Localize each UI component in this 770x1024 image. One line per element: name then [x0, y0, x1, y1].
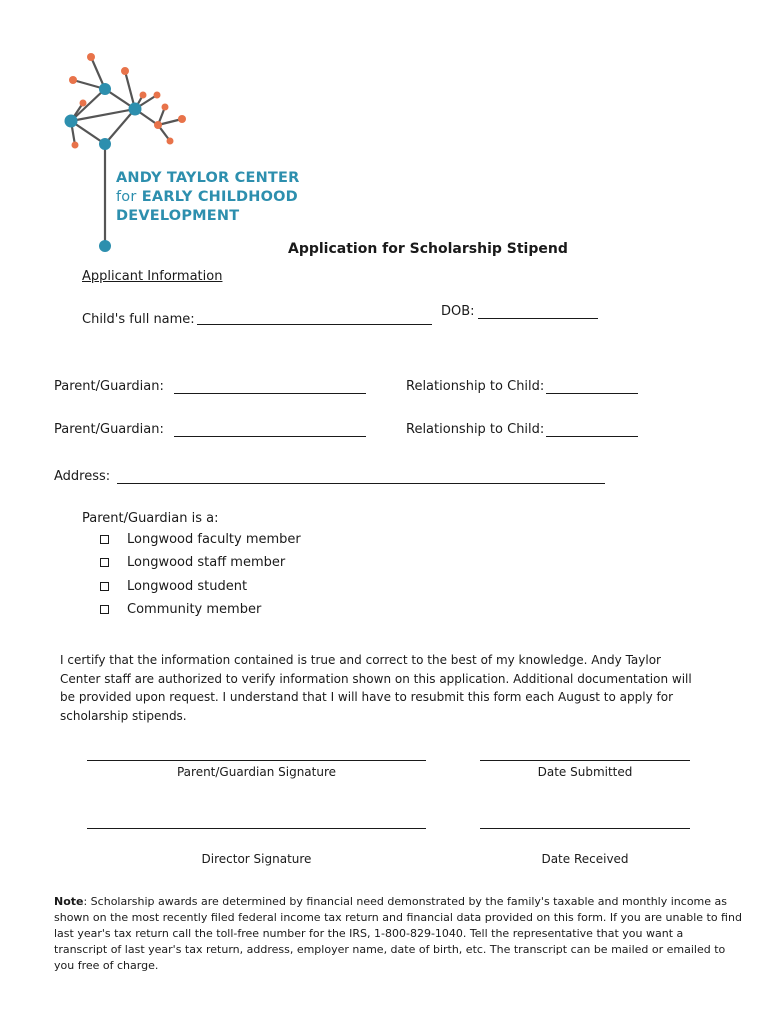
director-signature-label: Director Signature — [201, 852, 312, 866]
dob-label: DOB: — [441, 304, 475, 319]
date-submitted-line[interactable] — [480, 760, 690, 761]
option-community-label: Community member — [127, 602, 262, 617]
certification-line: I certify that the information contained is true and correct to the best of my knowledge. Andy Taylor — [60, 653, 661, 667]
director-signature-line[interactable] — [87, 828, 426, 829]
certification-line: be provided upon request. I understand that I will have to resubmit this form each August to apply for — [60, 690, 674, 704]
note-line: shown on the most recently filed federal income tax return and financial data provided on this form. If you are unable to find — [54, 911, 742, 924]
option-student-label: Longwood student — [127, 579, 248, 594]
checkbox-faculty[interactable] — [100, 535, 109, 544]
address-label: Address: — [54, 469, 111, 484]
parent-signature-label: Parent/Guardian Signature — [176, 765, 337, 779]
date-received-line[interactable] — [480, 828, 690, 829]
section-heading: Applicant Information — [82, 269, 223, 284]
parent-type-label: Parent/Guardian is a: — [82, 511, 219, 526]
checkbox-staff[interactable] — [100, 558, 109, 567]
logo-text — [116, 169, 300, 226]
date-received-label: Date Received — [541, 852, 629, 866]
logo-line-3: DEVELOPMENT — [116, 208, 240, 224]
note-line: you free of charge. — [54, 959, 159, 972]
note-text — [54, 894, 742, 974]
certification-line: scholarship stipends. — [60, 708, 187, 723]
form-title: Application for Scholarship Stipend — [288, 241, 568, 257]
logo-line-1: ANDY TAYLOR CENTER — [116, 170, 300, 186]
option-faculty-label: Longwood faculty member — [127, 532, 301, 547]
parent1-label: Parent/Guardian: — [54, 379, 164, 394]
note-label: Note — [54, 895, 84, 908]
note-line-text: : Scholarship awards are determined by financial need demonstrated by the family's taxable and monthly income as — [83, 895, 728, 908]
note-line — [54, 894, 728, 910]
option-staff-label: Longwood staff member — [127, 555, 286, 570]
note-line: last year's tax return call the toll-free number for the IRS, 1-800-829-1040. Tell the representative that you want a — [54, 927, 684, 940]
parent1-field[interactable] — [174, 393, 366, 394]
address-field[interactable] — [117, 483, 605, 484]
logo-for: for — [116, 189, 137, 205]
parent-signature-line[interactable] — [87, 760, 426, 761]
certification-line: Center staff are authorized to verify information shown on this application. Additional documentation will — [60, 671, 692, 686]
logo-network-icon — [55, 45, 195, 260]
checkbox-community[interactable] — [100, 605, 109, 614]
logo-line-2-rest: EARLY CHILDHOOD — [141, 189, 298, 205]
note-line: transcript of last year's tax return, address, employer name, date of birth, etc. The transcript can be mailed or emailed to — [54, 943, 726, 956]
relationship1-label: Relationship to Child: — [406, 379, 545, 394]
child-name-label: Child's full name: — [82, 312, 195, 327]
dob-field[interactable] — [478, 318, 598, 319]
parent2-field[interactable] — [174, 436, 366, 437]
relationship2-label: Relationship to Child: — [406, 422, 545, 437]
relationship1-field[interactable] — [546, 393, 638, 394]
checkbox-student[interactable] — [100, 582, 109, 591]
parent2-label: Parent/Guardian: — [54, 422, 164, 437]
logo-line-2 — [116, 188, 300, 207]
date-submitted-label: Date Submitted — [537, 765, 633, 779]
relationship2-field[interactable] — [546, 436, 638, 437]
child-name-field[interactable] — [197, 324, 432, 325]
certification-text — [60, 651, 700, 725]
